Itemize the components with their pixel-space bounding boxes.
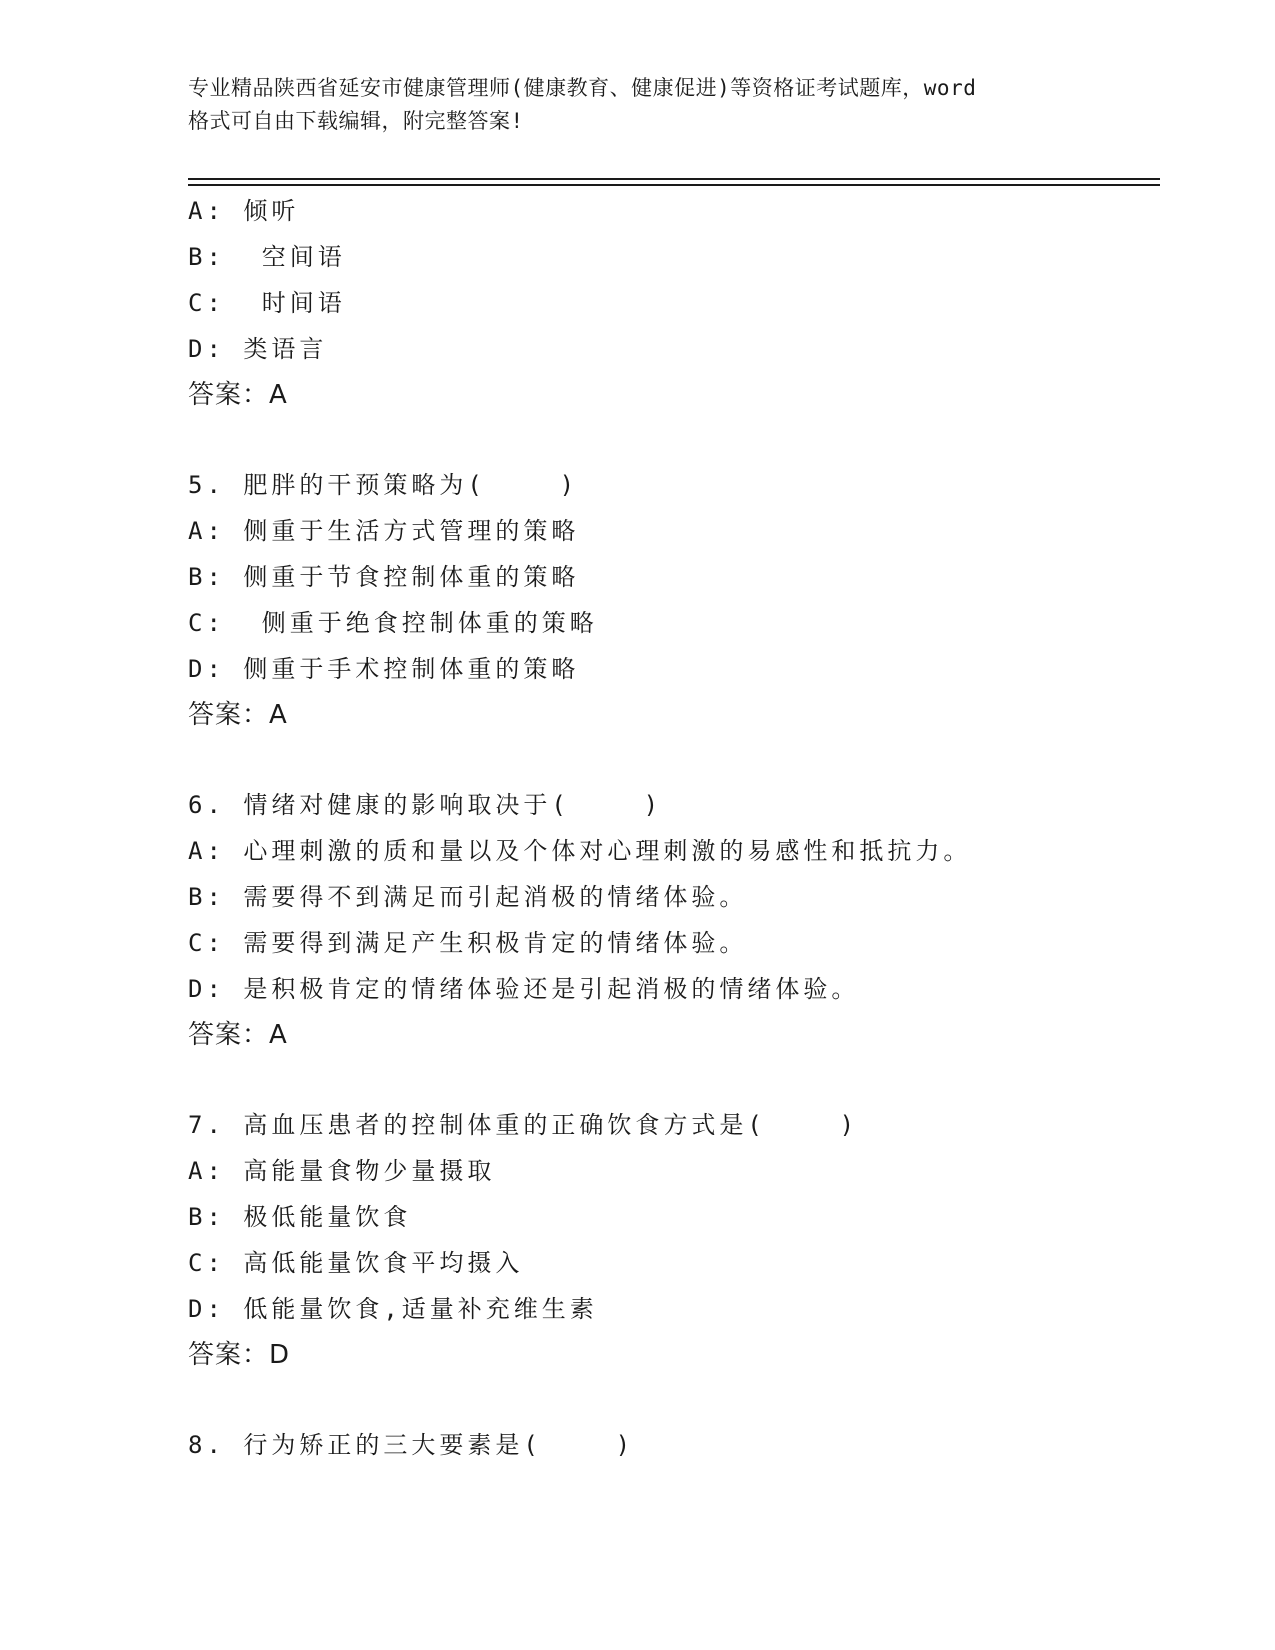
answer: 答案：A	[188, 380, 288, 410]
header-line-2: 格式可自由下载编辑，附完整答案!	[188, 109, 524, 133]
option-a: A: 倾听	[188, 197, 300, 225]
answer: 答案：A	[188, 1020, 288, 1050]
header-divider-bottom	[188, 184, 1160, 186]
option-b: B: 极低能量饮食	[188, 1203, 412, 1231]
question-list	[188, 188, 1148, 1468]
option-b: B: 需要得不到满足而引起消极的情绪体验。	[188, 883, 748, 911]
option-b: B: 侧重于节食控制体重的策略	[188, 563, 580, 591]
option-c: C: 高低能量饮食平均摄入	[188, 1249, 524, 1277]
option-a: A: 侧重于生活方式管理的策略	[188, 517, 580, 545]
question-5	[188, 462, 1148, 738]
option-a: A: 高能量食物少量摄取	[188, 1157, 496, 1185]
header-line-1: 专业精品陕西省延安市健康管理师(健康教育、健康促进)等资格证考试题库，word	[188, 76, 977, 100]
option-c: C: 时间语	[188, 289, 346, 317]
question-stem: 5. 肥胖的干预策略为( )	[188, 471, 579, 499]
document-header	[188, 72, 1108, 138]
question-stem: 7. 高血压患者的控制体重的正确饮食方式是( )	[188, 1111, 859, 1139]
option-d: D: 类语言	[188, 335, 328, 363]
option-a: A: 心理刺激的质和量以及个体对心理刺激的易感性和抵抗力。	[188, 837, 972, 865]
option-d: D: 侧重于手术控制体重的策略	[188, 655, 580, 683]
option-d: D: 是积极肯定的情绪体验还是引起消极的情绪体验。	[188, 975, 860, 1003]
option-c: C: 侧重于绝食控制体重的策略	[188, 609, 598, 637]
option-c: C: 需要得到满足产生积极肯定的情绪体验。	[188, 929, 748, 957]
answer: 答案：A	[188, 700, 288, 730]
question-stem: 8. 行为矫正的三大要素是( )	[188, 1431, 635, 1459]
question-4-continued	[188, 188, 1148, 418]
option-b: B: 空间语	[188, 243, 346, 271]
question-7	[188, 1102, 1148, 1378]
answer: 答案：D	[188, 1340, 291, 1370]
question-6	[188, 782, 1148, 1058]
option-d: D: 低能量饮食,适量补充维生素	[188, 1295, 598, 1323]
question-8	[188, 1422, 1148, 1468]
header-divider-top	[188, 178, 1160, 180]
question-stem: 6. 情绪对健康的影响取决于( )	[188, 791, 663, 819]
